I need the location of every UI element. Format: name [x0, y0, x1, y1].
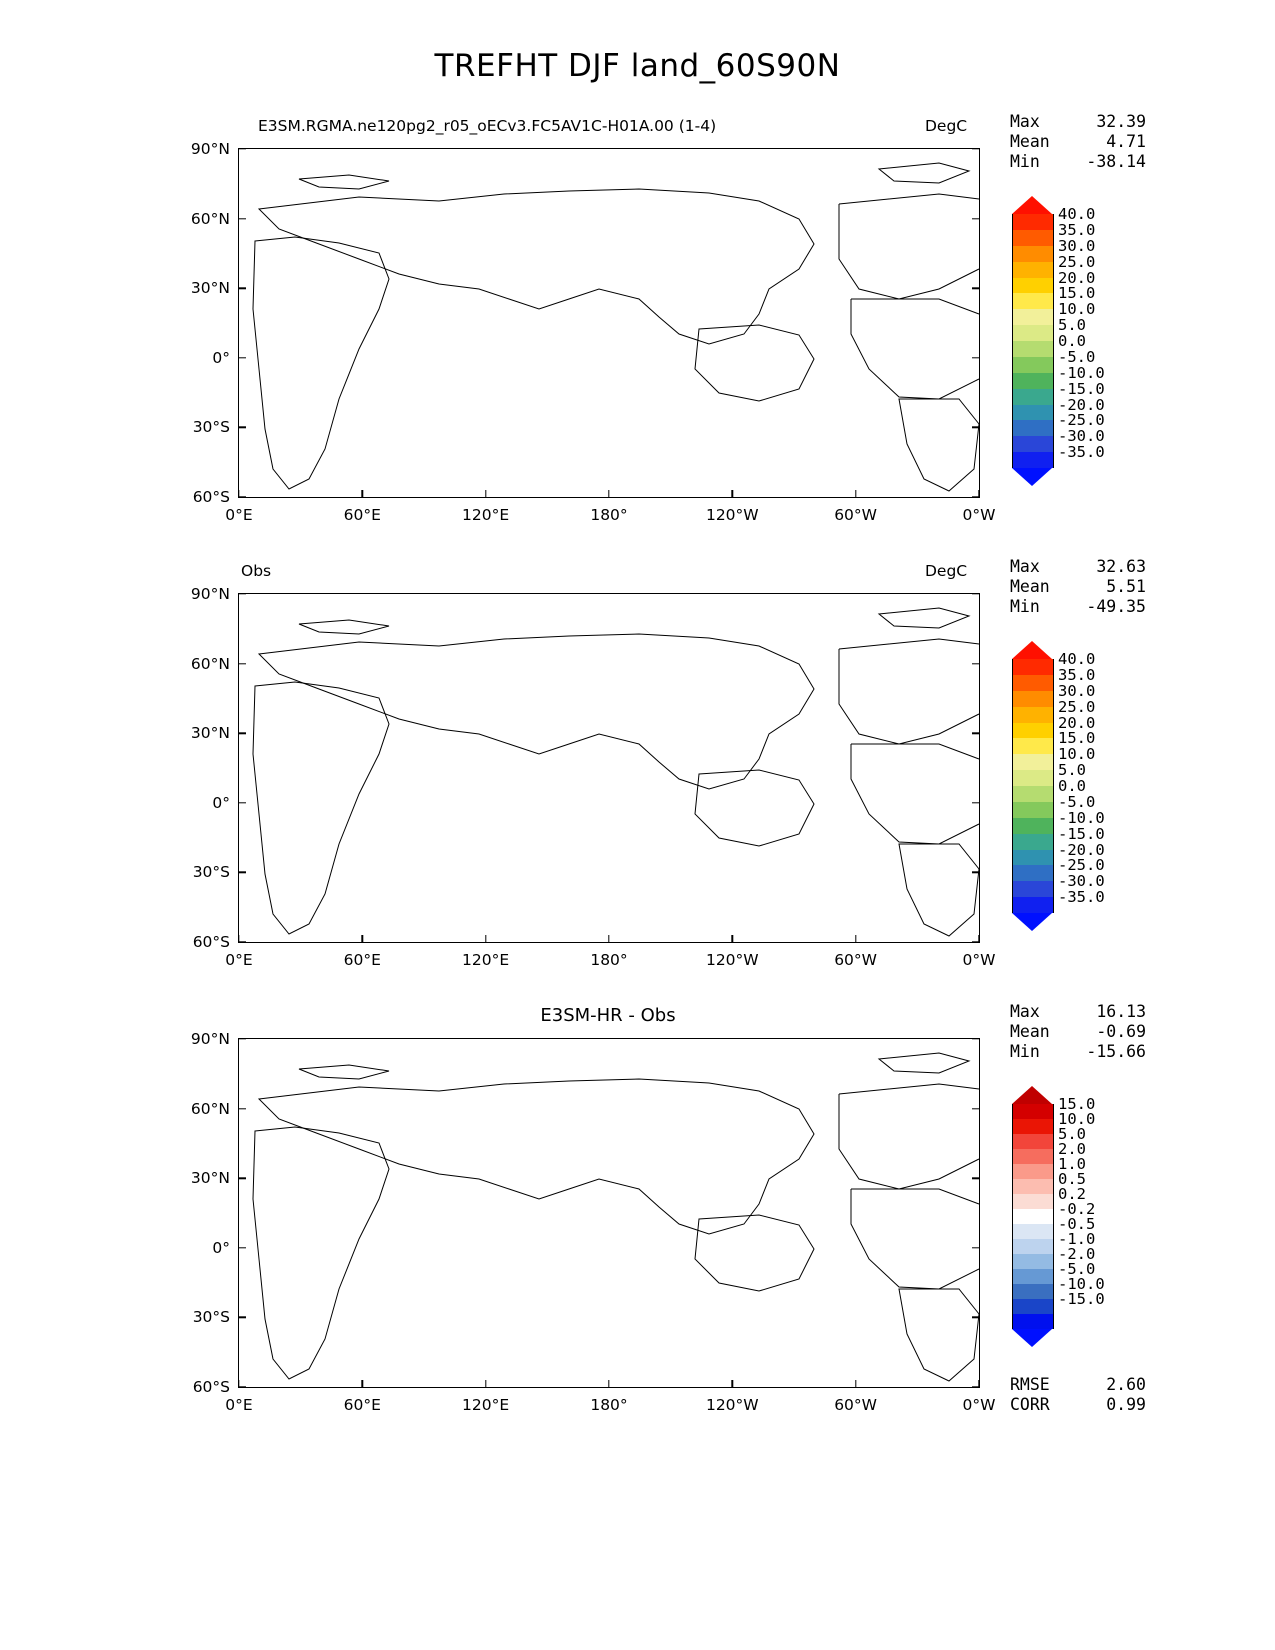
colorbar-tick: -25.0	[1058, 856, 1105, 875]
stat-key: Mean	[1010, 577, 1050, 596]
ytick-label: 60°S	[192, 1378, 230, 1396]
stat-key: Min	[1010, 1042, 1040, 1061]
colorbar-tick: 35.0	[1058, 220, 1096, 239]
colorbar-over-arrow	[1012, 1086, 1052, 1104]
page-title: TREFHT DJF land_60S90N	[434, 48, 841, 84]
panel-diff-title: E3SM-HR - Obs	[540, 1005, 676, 1026]
stat-key: Min	[1010, 597, 1040, 616]
panel-model-units: DegC	[925, 117, 968, 135]
stats-obs	[1010, 557, 1146, 617]
ytick-label: 30°N	[190, 724, 230, 743]
colorbar-tick: 15.0	[1058, 729, 1096, 748]
ytick-label: 90°N	[190, 140, 230, 158]
ytick-label: 60°N	[190, 654, 230, 673]
ytick-label: 60°N	[190, 209, 230, 228]
ytick-label: 30°S	[192, 418, 230, 437]
colorbar-tick: -30.0	[1058, 427, 1105, 446]
stat-key: Max	[1010, 557, 1040, 576]
xtick-label: 120°E	[462, 951, 510, 969]
colorbar-tick: 20.0	[1058, 268, 1096, 287]
stat-value: -49.35	[1086, 597, 1146, 616]
colorbar-over-arrow	[1012, 196, 1052, 214]
xtick-label: 120°W	[705, 506, 759, 524]
colorbar-tick: -10.0	[1058, 363, 1105, 382]
stat-key: Max	[1010, 112, 1040, 131]
colorbar-tick: -20.0	[1058, 395, 1105, 414]
stats-model	[1010, 112, 1146, 172]
map-obs-graphic	[239, 594, 979, 942]
colorbar-tick: 25.0	[1058, 697, 1096, 716]
stats-diff	[1010, 1002, 1146, 1062]
stat-value: -38.14	[1086, 152, 1146, 171]
colorbar-under-arrow	[1012, 913, 1052, 931]
stat-key: Max	[1010, 1002, 1040, 1021]
xtick-label: 60°E	[343, 1396, 381, 1414]
colorbar-tick: 5.0	[1058, 761, 1086, 780]
colorbar-tick: 5.0	[1058, 1125, 1086, 1143]
xtick-label: 0°E	[225, 506, 253, 524]
colorbar-tick: -25.0	[1058, 411, 1105, 430]
colorbar-tick: 20.0	[1058, 713, 1096, 732]
colorbar-tick: 40.0	[1058, 205, 1096, 223]
colorbar-tick: 2.0	[1058, 1140, 1086, 1158]
panel-obs-units: DegC	[925, 562, 968, 580]
map-model	[190, 140, 996, 524]
colorbar-tick: -5.0	[1058, 347, 1096, 366]
ytick-label: 30°S	[192, 1308, 230, 1327]
panel-model-label-left: E3SM.RGMA.ne120pg2_r05_oECv3.FC5AV1C-H01A.00 (1-4)	[258, 117, 717, 135]
colorbar-model	[1012, 196, 1105, 486]
ytick-label: 60°S	[192, 488, 230, 506]
xtick-label: 120°W	[705, 951, 759, 969]
colorbar-tick: -5.0	[1058, 1260, 1096, 1278]
map-diff-graphic	[239, 1039, 979, 1387]
xtick-label: 0°W	[962, 951, 996, 969]
ytick-label: 30°S	[192, 863, 230, 882]
colorbar-tick: -15.0	[1058, 824, 1105, 843]
xtick-label: 0°E	[225, 1396, 253, 1414]
colorbar-tick: -10.0	[1058, 1275, 1105, 1293]
colorbar-tick: 35.0	[1058, 665, 1096, 684]
ytick-label: 90°N	[190, 1030, 230, 1048]
colorbar-tick: 10.0	[1058, 300, 1096, 319]
colorbar-tick: -15.0	[1058, 379, 1105, 398]
colorbar-tick: 15.0	[1058, 1095, 1096, 1113]
xtick-label: 60°W	[834, 506, 877, 524]
stat-value: 32.63	[1096, 557, 1146, 576]
colorbar-tick: -2.0	[1058, 1245, 1096, 1263]
colorbar-tick: 0.0	[1058, 332, 1086, 350]
colorbar-tick: 30.0	[1058, 236, 1096, 255]
colorbar-tick: 40.0	[1058, 650, 1096, 668]
colorbar-tick: -20.0	[1058, 840, 1105, 859]
xtick-label: 180°	[590, 951, 628, 969]
ytick-label: 0°	[212, 793, 230, 812]
colorbar-tick: -10.0	[1058, 808, 1105, 827]
stat-value: 4.71	[1106, 132, 1146, 151]
stat-key: Mean	[1010, 132, 1050, 151]
colorbar-diff	[1012, 1086, 1105, 1366]
stat-value: 0.99	[1106, 1395, 1146, 1414]
colorbar-tick: -35.0	[1058, 888, 1105, 907]
colorbar-tick: -35.0	[1058, 443, 1105, 462]
xtick-label: 0°W	[962, 1396, 996, 1414]
stat-key: CORR	[1010, 1395, 1050, 1414]
colorbar-tick: 0.5	[1058, 1170, 1086, 1188]
colorbar-tick: 25.0	[1058, 252, 1096, 271]
colorbar-tick: 10.0	[1058, 1110, 1096, 1128]
ytick-label: 0°	[212, 1238, 230, 1257]
xtick-label: 180°	[590, 1396, 628, 1414]
stat-value: 16.13	[1096, 1002, 1146, 1021]
stats-diff-extra	[1010, 1375, 1146, 1415]
colorbar-under-arrow	[1012, 468, 1052, 486]
xtick-label: 60°E	[343, 951, 381, 969]
stat-key: Min	[1010, 152, 1040, 171]
colorbar-tick: 30.0	[1058, 681, 1096, 700]
colorbar-obs	[1012, 641, 1105, 931]
colorbar-tick: -5.0	[1058, 792, 1096, 811]
stat-value: 5.51	[1106, 577, 1146, 596]
stat-key: Mean	[1010, 1022, 1050, 1041]
colorbar-tick: 15.0	[1058, 284, 1096, 303]
xtick-label: 120°W	[705, 1396, 759, 1414]
colorbar-tick: 5.0	[1058, 316, 1086, 335]
colorbar-tick: 10.0	[1058, 745, 1096, 764]
map-model-graphic	[239, 149, 979, 497]
colorbar-tick: 0.0	[1058, 777, 1086, 795]
xtick-label: 60°E	[343, 506, 381, 524]
map-obs	[190, 585, 996, 969]
stat-value: -15.66	[1086, 1042, 1146, 1061]
colorbar-tick: 0.2	[1058, 1185, 1086, 1203]
xtick-label: 120°E	[462, 506, 510, 524]
ytick-label: 30°N	[190, 1169, 230, 1188]
colorbar-tick: -30.0	[1058, 872, 1105, 891]
map-diff	[190, 1030, 996, 1414]
stat-value: -0.69	[1096, 1022, 1146, 1041]
ytick-label: 90°N	[190, 585, 230, 603]
colorbar-tick: 1.0	[1058, 1155, 1086, 1173]
ytick-label: 60°S	[192, 933, 230, 951]
xtick-label: 0°E	[225, 951, 253, 969]
ytick-label: 0°	[212, 348, 230, 367]
colorbar-under-arrow	[1012, 1329, 1052, 1347]
xtick-label: 60°W	[834, 1396, 877, 1414]
stat-key: RMSE	[1010, 1375, 1050, 1394]
xtick-label: 120°E	[462, 1396, 510, 1414]
stat-value: 32.39	[1096, 112, 1146, 131]
colorbar-tick: -15.0	[1058, 1290, 1105, 1308]
stat-value: 2.60	[1106, 1375, 1146, 1394]
colorbar-tick: -0.2	[1058, 1200, 1096, 1218]
panel-obs-label-left: Obs	[241, 562, 272, 580]
colorbar-tick: -0.5	[1058, 1215, 1096, 1233]
colorbar-tick: -1.0	[1058, 1230, 1096, 1248]
xtick-label: 60°W	[834, 951, 877, 969]
xtick-label: 180°	[590, 506, 628, 524]
xtick-label: 0°W	[962, 506, 996, 524]
ytick-label: 60°N	[190, 1099, 230, 1118]
ytick-label: 30°N	[190, 279, 230, 298]
colorbar-over-arrow	[1012, 641, 1052, 659]
